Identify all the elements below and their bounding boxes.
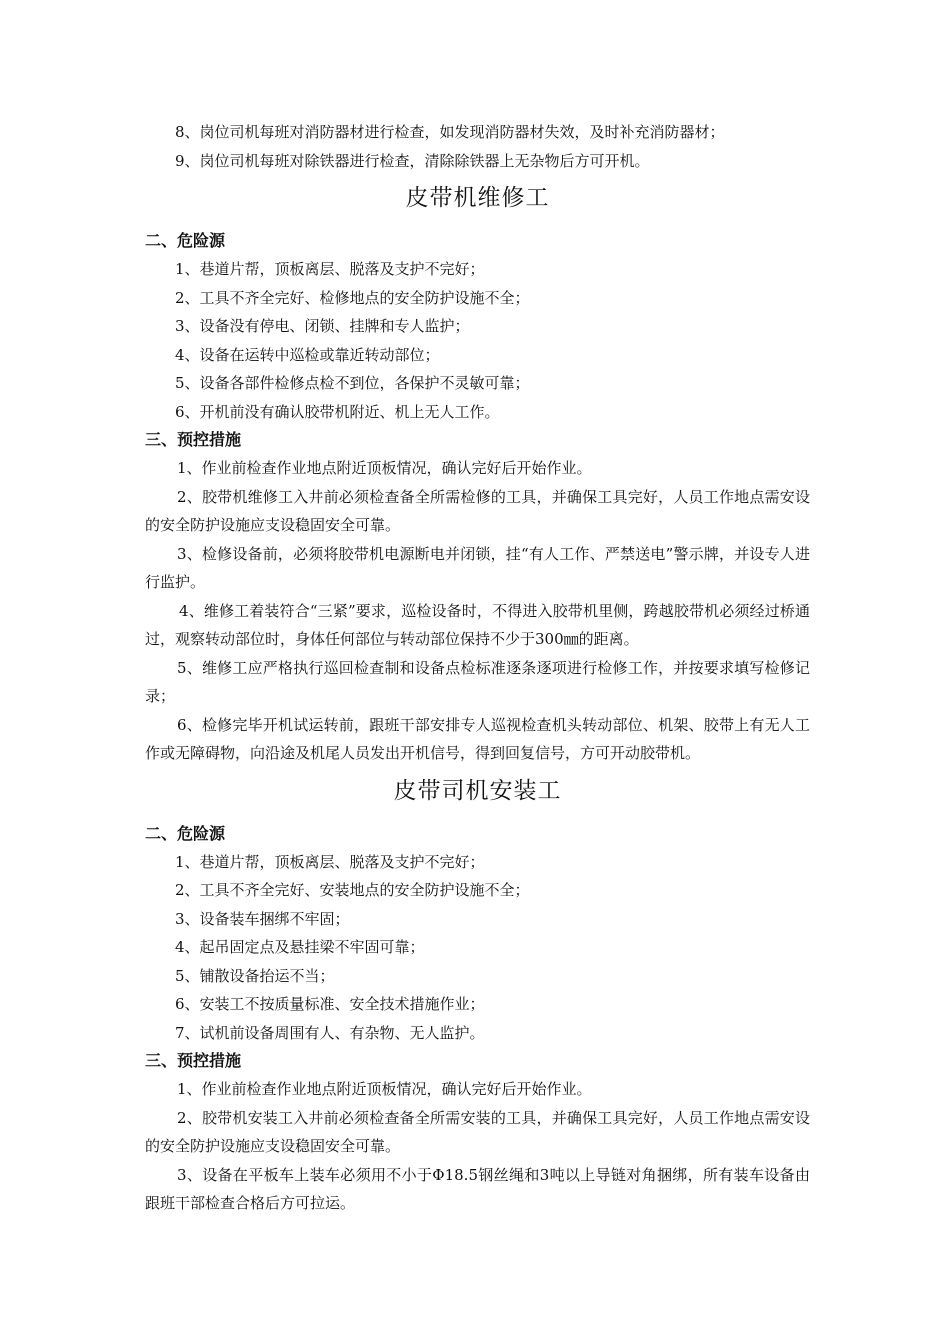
section1-measure-4: 4、维修工着装符合“三紧”要求，巡检设备时，不得进入胶带机里侧，跨越胶带机必须经过桥通过，观察转动部位时，身体任何部位与转动部位保持不少于300㎜的距离。 [145, 601, 810, 648]
section2-measure-3: 3、设备在平板车上装车必须用不小于Φ18.5钢丝绳和3吨以上导链对角捆绑，所有装车设备由跟班干部检查合格后方可拉运。 [145, 1165, 810, 1212]
section2-measures-heading: 三、预控措施 [145, 1051, 242, 1070]
section1-measure-2: 2、胶带机维修工入井前必须检查备全所需检修的工具，并确保工具完好，人员工作地点需安设的安全防护设施应支设稳固安全可靠。 [145, 487, 810, 534]
section2-hazard-3: 3、设备装车捆绑不牢固； [175, 909, 350, 928]
section1-measures-heading: 三、预控措施 [145, 430, 242, 449]
section1-measure-6: 6、检修完毕开机试运转前，跟班干部安排专人巡视检查机头转动部位、机架、胶带上有无人工作或无障碍物，向沿途及机尾人员发出开机信号，得到回复信号，方可开动胶带机。 [145, 715, 810, 762]
section1-measure-5: 5、维修工应严格执行巡回检查制和设备点检标准逐条逐项进行检修工作，并按要求填写检修记录； [145, 658, 810, 705]
section2-hazard-4: 4、起吊固定点及悬挂梁不牢固可靠； [175, 938, 425, 956]
section1-title: 皮带机维修工 [405, 185, 550, 211]
section2-hazard-5: 5、铺散设备抬运不当； [175, 966, 335, 985]
section1-hazard-1: 1、巷道片帮，顶板离层、脱落及支护不完好； [175, 260, 485, 278]
section2-hazard-6: 6、安装工不按质量标准、安全技术措施作业； [175, 995, 485, 1013]
section2-hazard-1: 1、巷道片帮，顶板离层、脱落及支护不完好； [175, 852, 485, 871]
section2-title: 皮带司机安装工 [393, 777, 562, 804]
section1-measure-3: 3、检修设备前，必须将胶带机电源断电并闭锁，挂“有人工作、严禁送电”警示牌，并设专人进行监护。 [145, 544, 810, 591]
section1-hazard-6: 6、开机前没有确认胶带机附近、机上无人工作。 [175, 402, 500, 421]
section2-hazard-7: 7、试机前设备周围有人、有杂物、无人监护。 [175, 1023, 485, 1042]
section1-measure-1: 1、作业前检查作业地点附近顶板情况，确认完好后开始作业。 [177, 459, 592, 477]
section1-hazard-2: 2、工具不齐全完好、检修地点的安全防护设施不全； [175, 288, 530, 307]
intro-item-9: 9、岗位司机每班对除铁器进行检查，清除除铁器上无杂物后方可开机。 [175, 151, 650, 170]
section1-hazard-4: 4、设备在运转中巡检或靠近转动部位； [175, 345, 440, 364]
section2-measure-2: 2、胶带机安装工入井前必须检查备全所需安装的工具，并确保工具完好，人员工作地点需安设的安全防护设施应支设稳固安全可靠。 [145, 1108, 810, 1155]
section2-measure-1: 1、作业前检查作业地点附近顶板情况，确认完好后开始作业。 [177, 1080, 592, 1098]
section2-hazards-heading: 二、危险源 [145, 823, 226, 843]
section1-hazards-heading: 二、危险源 [145, 231, 226, 250]
section1-hazard-3: 3、设备没有停电、闭锁、挂牌和专人监护； [175, 317, 470, 335]
section1-hazard-5: 5、设备各部件检修点检不到位，各保护不灵敏可靠； [175, 374, 530, 392]
intro-item-8: 8、岗位司机每班对消防器材进行检查，如发现消防器材失效，及时补充消防器材； [175, 123, 725, 141]
section2-hazard-2: 2、工具不齐全完好、安装地点的安全防护设施不全； [175, 881, 530, 899]
document-page [145, 118, 810, 1218]
